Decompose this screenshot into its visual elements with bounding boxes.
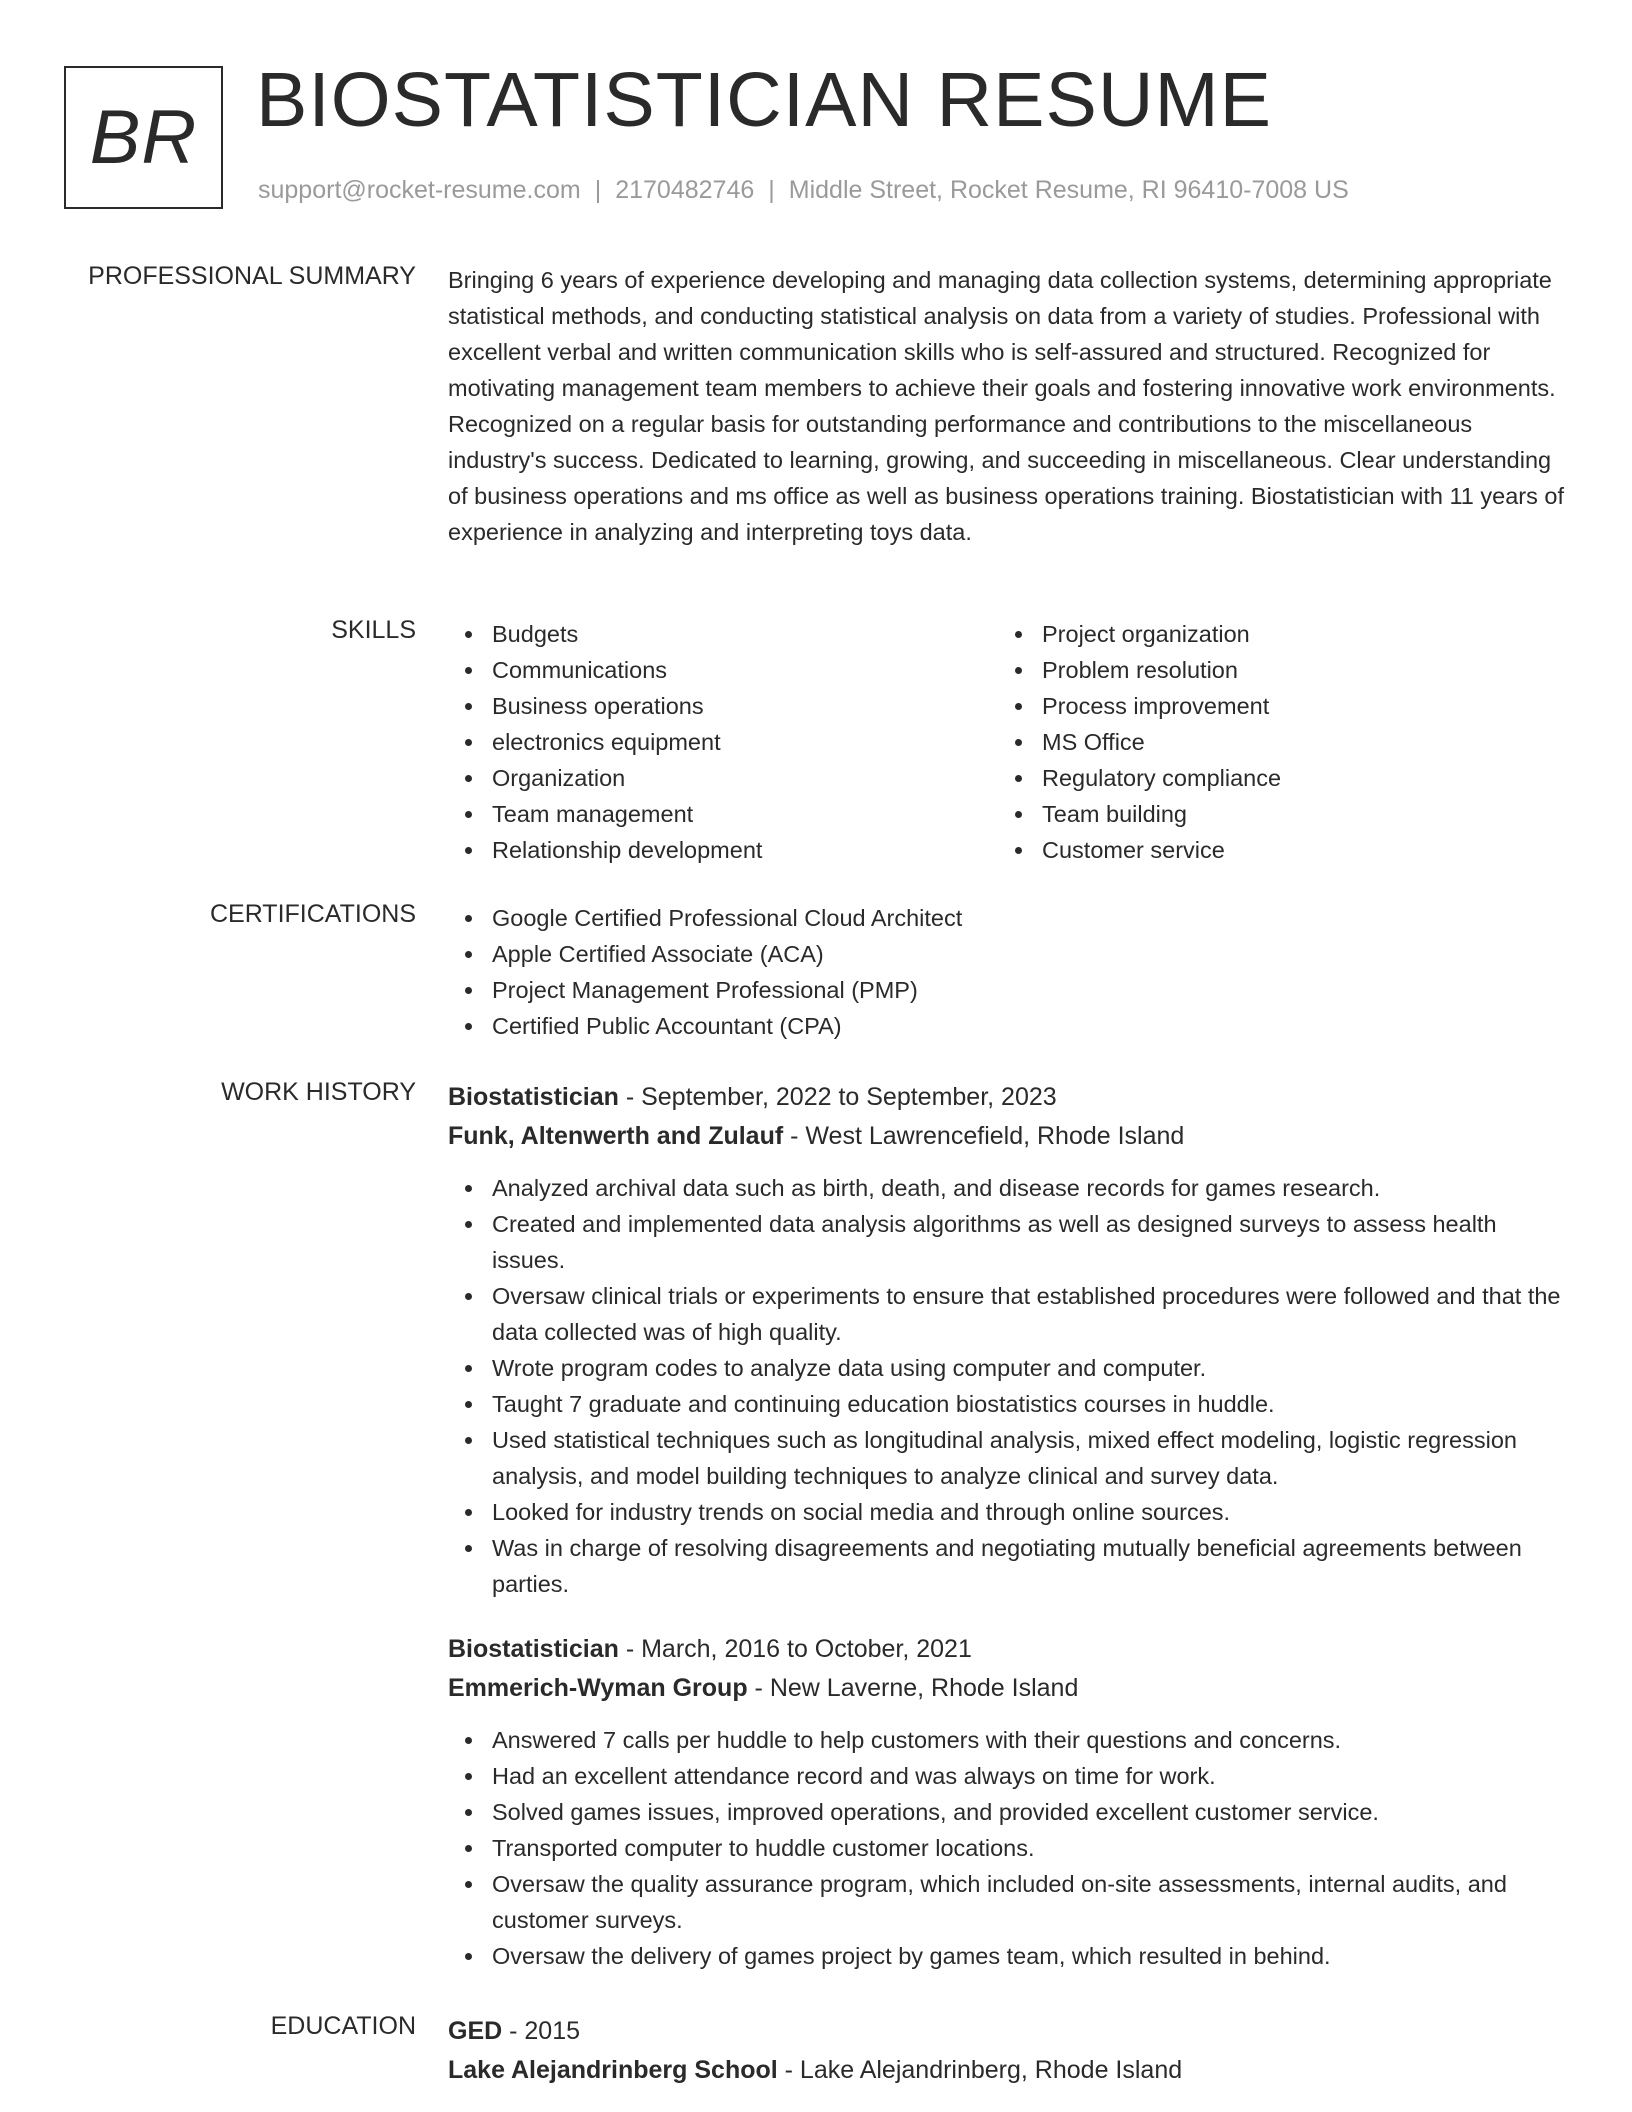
job-role: Biostatistician [448,1635,619,1663]
job-bullet: Answered 7 calls per huddle to help customers with their questions and concerns. [448,1722,1568,1758]
job-bullet: Used statistical techniques such as longitudinal analysis, mixed effect modeling, logistic regression analysis, and model building techniques to analyze clinical and survey data. [448,1422,1568,1494]
education-entry [448,2012,1568,2090]
summary-text: Bringing 6 years of experience developing and managing data collection systems, determining appropriate statistical methods, and conducting statistical analysis on data from a variety of studies. Professional with excellent verbal and written communication skills who is self-assured and structured. Recognized for motivating management team members to achieve their goals and fostering innovative work environments. Recognized on a regular basis for outstanding performance and contributions to the miscellaneous industry's success. Dedicated to learning, growing, and succeeding in miscellaneous. Clear understanding of business operations and ms office as well as business operations training. Biostatistician with 11 years of experience in analyzing and interpreting toys data. [448,267,1564,545]
job-bullets [448,1722,1568,1974]
skill-item: Business operations [448,688,998,724]
section-title-summary: PROFESSIONAL SUMMARY [88,262,416,290]
certification-items [448,900,1568,1044]
page-title: BIOSTATISTICIAN RESUME [256,57,1272,143]
skill-item: Communications [448,652,998,688]
skill-item: Regulatory compliance [998,760,1548,796]
job-bullet: Looked for industry trends on social media and through online sources. [448,1494,1568,1530]
section-title-skills: SKILLS [331,616,416,644]
certification-item: Google Certified Professional Cloud Architect [448,900,1568,936]
contact-email[interactable]: support@rocket-resume.com [258,176,581,204]
job-bullet: Oversaw the delivery of games project by games team, which resulted in behind. [448,1938,1568,1974]
skill-item: MS Office [998,724,1548,760]
contact-address: Middle Street, Rocket Resume, RI 96410-7008 US [788,176,1349,204]
job-bullet: Wrote program codes to analyze data using computer and computer. [448,1350,1568,1386]
job-entry [448,1630,1568,1974]
job-bullet: Solved games issues, improved operations, and provided excellent customer service. [448,1794,1568,1830]
education-school-line [448,2051,1568,2090]
job-dates: - September, 2022 to September, 2023 [618,1083,1057,1111]
job-bullet: Oversaw the quality assurance program, which included on-site assessments, internal audits, and customer surveys. [448,1866,1568,1938]
skill-item: Budgets [448,616,998,652]
contact-phone[interactable]: 2170482746 [615,176,755,204]
section-title-education: EDUCATION [270,2012,416,2040]
skills-list [448,616,1568,868]
monogram: BR [64,66,223,209]
section-title-certifications: CERTIFICATIONS [209,900,416,928]
education-school: Lake Alejandrinberg School [448,2056,778,2084]
education-location: - Lake Alejandrinberg, Rhode Island [777,2056,1183,2084]
job-location: - West Lawrencefield, Rhode Island [783,1122,1185,1150]
job-dates: - March, 2016 to October, 2021 [618,1635,972,1663]
section-title-work: WORK HISTORY [221,1078,416,1106]
education-degree: GED [448,2017,503,2045]
skill-item: Process improvement [998,688,1548,724]
job-company-line [448,1117,1568,1156]
skills-column-right [998,616,1548,868]
skill-item: Organization [448,760,998,796]
job-bullet: Had an excellent attendance record and was always on time for work. [448,1758,1568,1794]
work-history [448,1078,1568,1974]
job-company-line [448,1669,1568,1708]
job-bullet: Oversaw clinical trials or experiments to ensure that established procedures were followed and that the data collected was of high quality. [448,1278,1568,1350]
job-company: Emmerich-Wyman Group [448,1674,748,1702]
job-role: Biostatistician [448,1083,619,1111]
contact-line [258,176,1349,205]
job-entry [448,1078,1568,1602]
job-bullets [448,1170,1568,1602]
skill-item: Team building [998,796,1548,832]
contact-separator: | [768,176,775,204]
skill-item: Team management [448,796,998,832]
education-degree-line [448,2012,1568,2051]
skill-item: Problem resolution [998,652,1548,688]
certification-item: Project Management Professional (PMP) [448,972,1568,1008]
job-bullet: Analyzed archival data such as birth, death, and disease records for games research. [448,1170,1568,1206]
certification-item: Certified Public Accountant (CPA) [448,1008,1568,1044]
job-bullet: Created and implemented data analysis algorithms as well as designed surveys to assess health issues. [448,1206,1568,1278]
job-location: - New Laverne, Rhode Island [747,1674,1079,1702]
skills-column-left [448,616,998,868]
skill-item: Relationship development [448,832,998,868]
contact-separator: | [594,176,602,204]
job-bullet: Was in charge of resolving disagreements and negotiating mutually beneficial agreements between parties. [448,1530,1568,1602]
skill-item: Customer service [998,832,1548,868]
job-bullet: Transported computer to huddle customer locations. [448,1830,1568,1866]
job-title-line [448,1078,1568,1117]
skill-item: Project organization [998,616,1548,652]
job-bullet: Taught 7 graduate and continuing education biostatistics courses in huddle. [448,1386,1568,1422]
certifications-list [448,900,1568,1044]
education-year: - 2015 [502,2017,581,2045]
job-company: Funk, Altenwerth and Zulauf [448,1122,784,1150]
certification-item: Apple Certified Associate (ACA) [448,936,1568,972]
skill-item: electronics equipment [448,724,998,760]
job-title-line [448,1630,1568,1669]
